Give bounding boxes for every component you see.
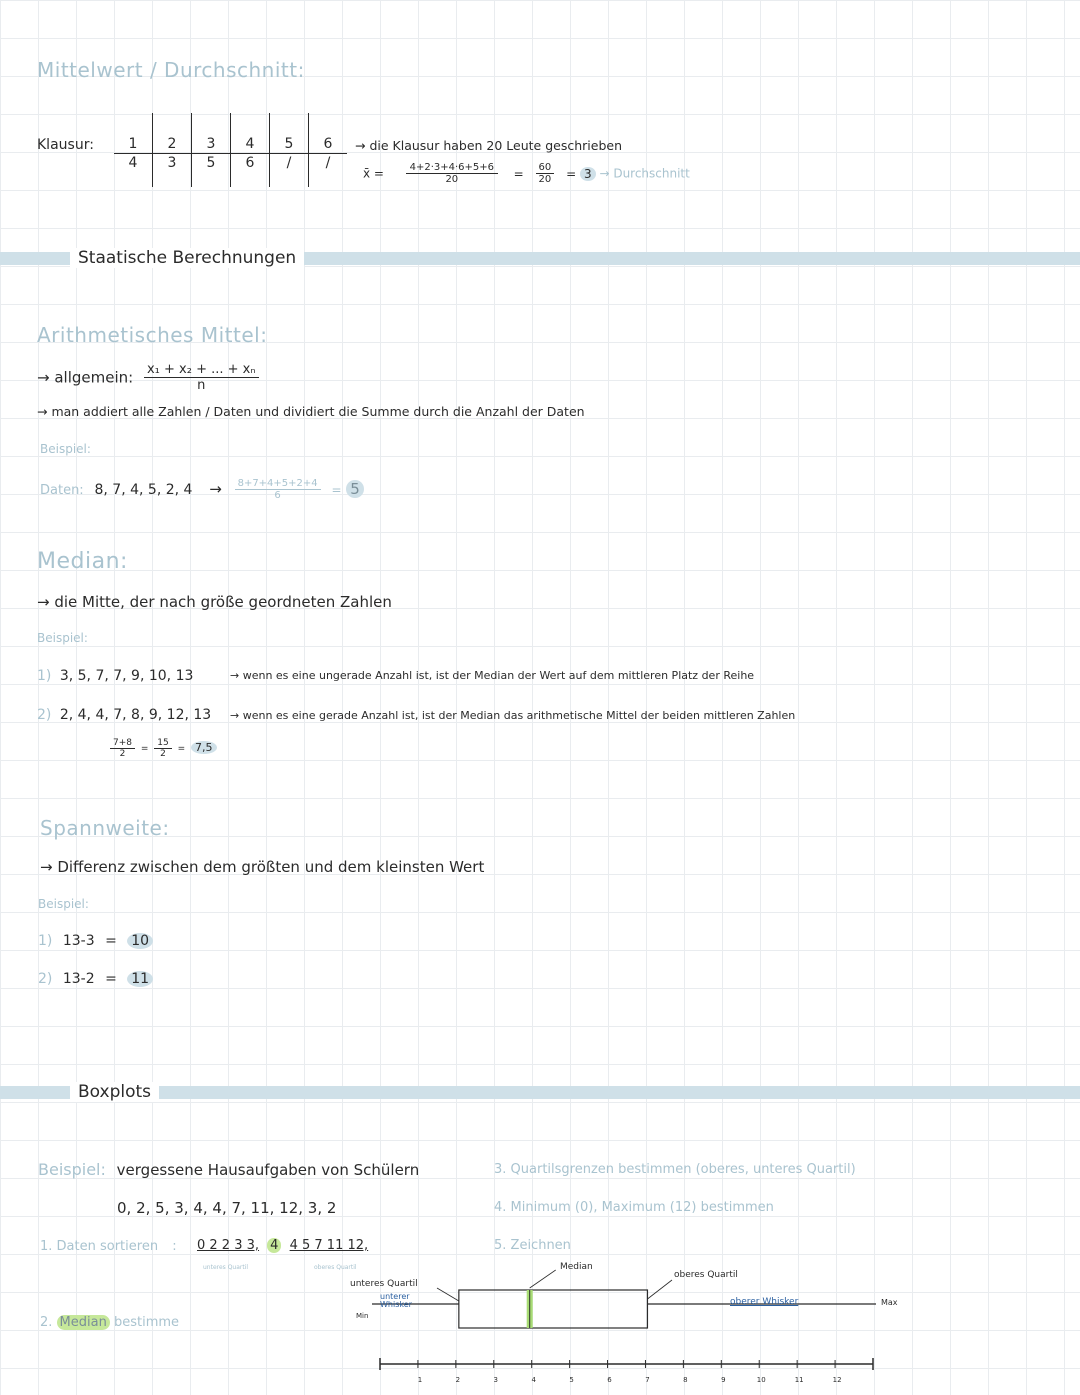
- example-number: 2): [38, 971, 53, 987]
- daten-values: 8, 7, 4, 5, 2, 4: [94, 482, 193, 498]
- mean-result: 3: [580, 167, 596, 181]
- axis-tick-label: 6: [607, 1376, 612, 1384]
- fraction-numerator: 7+8: [110, 738, 135, 749]
- axis-tick-label: 5: [569, 1376, 574, 1384]
- unteres-quartil-label: unteres Quartil: [350, 1279, 418, 1289]
- equals-sign: =: [177, 744, 186, 754]
- count-cell: 5: [192, 153, 231, 187]
- axis-tick-label: 4: [531, 1376, 536, 1384]
- axis-tick-label: 12: [832, 1376, 842, 1384]
- fraction-denominator: 2: [160, 749, 166, 759]
- example-number: 2): [37, 707, 52, 723]
- grade-cell: 4: [231, 113, 270, 153]
- boxplot-data: 0, 2, 5, 3, 4, 4, 7, 11, 12, 3, 2: [117, 1199, 337, 1217]
- sorted-lower-half: 0 2 2 3 3,: [197, 1238, 260, 1253]
- fraction-numerator: x₁ + x₂ + ... + xₙ: [144, 362, 259, 378]
- equals-sign: =: [566, 166, 577, 181]
- min-label: Min: [356, 1312, 369, 1320]
- beispiel-label: Beispiel:: [38, 897, 89, 911]
- beispiel-text: vergessene Hausaufgaben von Schülern: [116, 1161, 420, 1179]
- example-data: 3, 5, 7, 7, 9, 10, 13: [59, 668, 194, 684]
- oberes-quartil-label: oberes Quartil: [674, 1270, 738, 1280]
- spannweite-desc: → Differenz zwischen dem größten und dem kleinsten Wert: [40, 858, 485, 876]
- example-data: 2, 4, 4, 7, 8, 9, 12, 13: [59, 707, 212, 723]
- equals-sign: =: [105, 933, 117, 949]
- spannweite-result: 11: [127, 971, 153, 987]
- arith-title: Arithmetisches Mittel:: [37, 323, 268, 347]
- fraction-denominator: 2: [119, 749, 126, 759]
- equals-sign: =: [140, 744, 149, 754]
- daten-label: Daten:: [40, 483, 84, 498]
- spannweite-title: Spannweite:: [40, 816, 170, 840]
- grade-cell: 6: [309, 113, 348, 153]
- sorted-median: 4: [267, 1238, 281, 1253]
- q1-pointer: [437, 1288, 459, 1301]
- example-number: 1): [38, 933, 53, 949]
- grade-cell: 1: [114, 113, 153, 153]
- step-3-label: 3. Quartilsgrenzen bestimmen (oberes, unteres Quartil): [494, 1162, 856, 1177]
- axis-tick-label: 11: [794, 1376, 804, 1384]
- count-cell: /: [309, 153, 348, 187]
- median-pointer-label: Median: [560, 1262, 593, 1272]
- step-colon: :: [172, 1239, 177, 1254]
- median-note-1: → wenn es eine ungerade Anzahl ist, ist der Median der Wert auf dem mittleren Platz der Reihe: [230, 669, 755, 682]
- grade-cell: 5: [270, 113, 309, 153]
- count-cell: 3: [153, 153, 192, 187]
- step-median-highlight: Median: [57, 1315, 110, 1330]
- step-text: bestimme: [113, 1315, 180, 1330]
- beispiel-label: Beispiel:: [38, 1160, 106, 1179]
- fraction-numerator: 4+2·3+4·6+5+6: [406, 162, 498, 174]
- arith-desc: → man addiert alle Zahlen / Daten und dividiert die Summe durch die Anzahl der Daten: [37, 404, 585, 419]
- section-title: Staatische Berechnungen: [70, 248, 304, 268]
- axis-tick-label: 9: [721, 1376, 726, 1384]
- beispiel-label: Beispiel:: [40, 442, 91, 456]
- grade-cell: 2: [153, 113, 192, 153]
- oberes-quartil-small: oberes Quartil: [314, 1264, 357, 1271]
- equals-sign: =: [105, 971, 117, 987]
- grade-cell: 3: [192, 113, 231, 153]
- beispiel-label: Beispiel:: [37, 631, 88, 645]
- equals-sign: =: [513, 166, 524, 181]
- klausur-note: → die Klausur haben 20 Leute geschrieben: [355, 138, 623, 153]
- fraction-numerator: 60: [536, 162, 555, 174]
- example-calc: 13-3: [62, 933, 95, 949]
- count-cell: /: [270, 153, 309, 187]
- axis-tick-label: 10: [756, 1376, 766, 1384]
- max-label: Max: [881, 1298, 898, 1307]
- xbar-symbol: x̄ =: [363, 166, 384, 181]
- fraction-denominator: n: [197, 378, 206, 393]
- mittelwert-title: Mittelwert / Durchschnitt:: [37, 58, 305, 82]
- boxplot-box: [372, 1270, 876, 1328]
- fraction-numerator: 8+7+4+5+2+4: [235, 478, 321, 490]
- allgemein-label: → allgemein:: [37, 368, 134, 387]
- iqr-box: [459, 1290, 648, 1328]
- mean-result-note: → Durchschnitt: [599, 166, 690, 181]
- fraction-denominator: 20: [445, 174, 459, 185]
- arith-result: 5: [346, 480, 364, 498]
- unteres-quartil-small: unteres Quartil: [203, 1264, 249, 1271]
- boxplot-axis: [380, 1358, 873, 1384]
- median-desc: → die Mitte, der nach größe geordneten Zahlen: [37, 593, 392, 611]
- axis-tick-label: 3: [493, 1376, 499, 1384]
- fraction-denominator: 6: [274, 490, 281, 501]
- median-note-2: → wenn es eine gerade Anzahl ist, ist der Median das arithmetische Mittel der beiden mittleren Zahlen: [230, 709, 796, 722]
- arrow-icon: →: [209, 480, 222, 498]
- axis-tick-label: 8: [683, 1376, 688, 1384]
- q3-pointer: [647, 1280, 672, 1299]
- step-4-label: 4. Minimum (0), Maximum (12) bestimmen: [494, 1200, 774, 1215]
- example-number: 1): [37, 668, 52, 684]
- example-calc: 13-2: [62, 971, 95, 987]
- step-text: 1. Daten sortieren: [40, 1239, 159, 1254]
- spannweite-result: 10: [127, 933, 153, 949]
- fraction-numerator: 15: [154, 738, 171, 749]
- median-title: Median:: [37, 549, 128, 574]
- median-pointer: [530, 1270, 556, 1288]
- sorted-upper-half: 4 5 7 11 12,: [289, 1238, 369, 1253]
- axis-tick-label: 2: [455, 1376, 461, 1384]
- median-result: 7,5: [191, 741, 217, 754]
- unterer-whisker-label: unterer Whisker: [380, 1292, 412, 1309]
- step-text: 2.: [40, 1315, 53, 1330]
- fraction-denominator: 20: [538, 174, 552, 185]
- klausur-label: Klausur:: [37, 137, 94, 153]
- axis-tick-label: 1: [417, 1376, 423, 1384]
- axis-tick-label: 7: [645, 1376, 650, 1384]
- count-cell: 4: [128, 154, 138, 171]
- section-title: Boxplots: [70, 1082, 159, 1102]
- step-5-label: 5. Zeichnen: [494, 1238, 571, 1253]
- count-cell: 6: [231, 153, 270, 187]
- oberer-whisker-label: oberer Whisker: [730, 1297, 799, 1307]
- equals-sign: =: [331, 483, 342, 497]
